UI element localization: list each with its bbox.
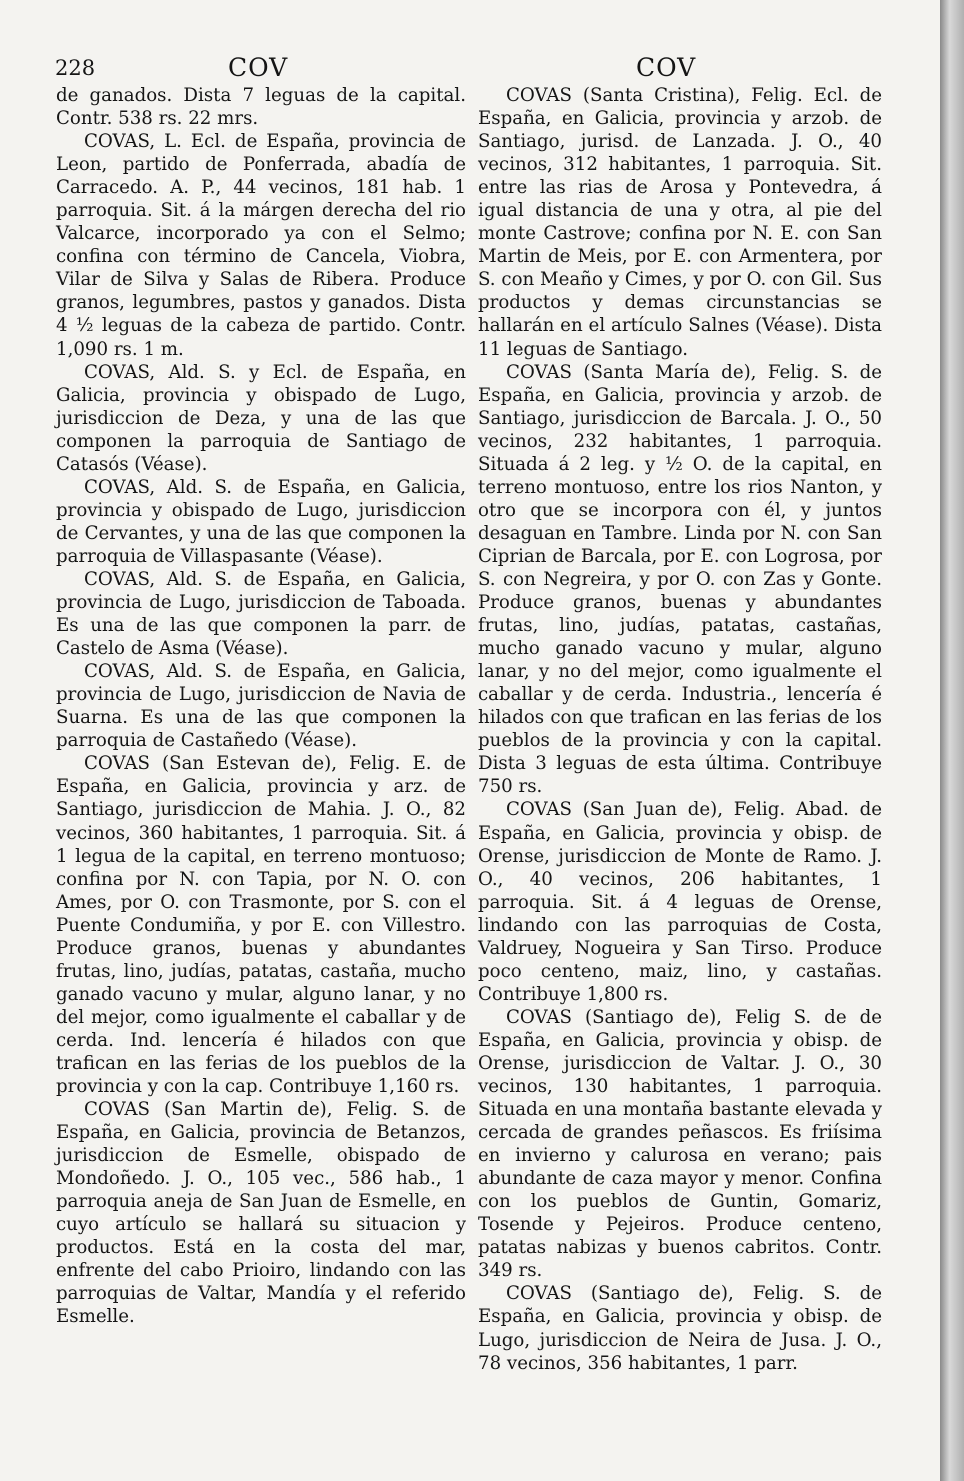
- entry-covas-santa-maria: COVAS (Santa María de), Felig. S. de España, en Galicia, provincia y arzob. de Santiago, jurisdiccion de Barcala. J. O., 50 vecinos, 232 habitantes, 1 parroquia. Situada á 2 leg. y ½ O. de la capital, en terreno montuoso, entre los rios Nanton, y otro que se incorpora con él, y juntos desaguan en Tambre. Linda por N. con San Ciprian de Barcala, por E. con Logrosa, por S. con Negreira, y por O. con Zas y Gonte. Produce granos, buenas y abundantes frutas, lino, judías, patatas, castañas, mucho ganado vacuno y mular, alguno lanar, y no del mejor, como igualmente el caballar y de cerda. Industria., lencería é hilados con que trafican en las ferias de los pueblos de la provincia y con la capital. Dista 3 leguas de esta última. Contribuye 750 rs.: [478, 361, 882, 798]
- entry-covas-san-juan: COVAS (San Juan de), Felig. Abad. de España, en Galicia, provincia y obisp. de Orense, jurisdiccion de Monte de Ramo. J. O., 40 vecinos, 206 habitantes, 1 parroquia. Sit. á 4 leguas de Orense, lindando con las parroquias de Costa, Valdruey, Nogueira y San Tirso. Produce poco centeno, maiz, lino, y castañas. Contribuye 1,800 rs.: [478, 799, 882, 1005]
- entry-covas-navia: COVAS, Ald. S. de España, en Galicia, provincia de Lugo, jurisdiccion de Navia de Suarna. Es una de las que componen la parroquia de Castañedo (Véase).: [56, 661, 466, 752]
- entry-continuation: de ganados. Dista 7 leguas de la capital. Contr. 538 rs. 22 mrs.: [56, 85, 466, 130]
- entry-covas-leon: COVAS, L. Ecl. de España, provincia de Leon, partido de Ponferrada, abadía de Carracedo. A. P., 44 vecinos, 181 hab. 1 parroquia. Sit. á la márgen derecha del rio Valcarce, incorporado ya con el Selmo; confina con término de Cancela, Viobra, Vilar de Silva y Salas de Ribera. Produce granos, legumbres, pastos y ganados. Dista 4 ½ leguas de la cabeza de partido. Contr. 1,090 rs. 1 m.: [56, 131, 466, 360]
- running-head-left: COV: [228, 53, 289, 82]
- entry-covas-santiago-orense: COVAS (Santiago de), Felig S. de de España, en Galicia, provincia y obisp. de Orense, jurisdiccion de Valtar. J. O., 30 vecinos, 130 habitantes, 1 parroquia. Situada en una montaña bastante elevada y cercada de grandes peñascos. Es friísima en invierno y calurosa en verano; pais abundante de caza mayor y menor. Confina con los pueblos de Guntin, Gomariz, Tosende y Pejeiros. Produce centeno, patatas nabizas y buenos cabritos. Contr. 349 rs.: [478, 1006, 882, 1282]
- running-head-right: COV: [636, 53, 697, 82]
- entry-covas-taboada: COVAS, Ald. S. de España, en Galicia, provincia de Lugo, jurisdiccion de Taboada. Es una de las que componen la parr. de Castelo de Asma (Véase).: [56, 568, 466, 660]
- entry-covas-cervantes: COVAS, Ald. S. de España, en Galicia, provincia y obispado de Lugo, jurisdiccion de Cervantes, y una de las que componen la parroquia de Villaspasante (Véase).: [56, 476, 466, 567]
- entry-covas-santiago-lugo: COVAS (Santiago de), Felig. S. de España, en Galicia, provincia y obisp. de Lugo, jurisdiccion de Neira de Jusa. J. O., 78 vecinos, 356 habitantes, 1 parr.: [478, 1283, 882, 1374]
- page-header: [0, 50, 940, 86]
- left-column: [56, 84, 466, 1329]
- right-column: [478, 84, 882, 1375]
- entry-covas-santa-cristina: COVAS (Santa Cristina), Felig. Ecl. de España, en Galicia, provincia y arzob. de Santiago, jurisd. de Lanzada. J. O., 40 vecinos, 312 habitantes, 1 parroquia. Sit. entre las rias de Arosa y Pontevedra, á igual distancia de una y otra, al pie del monte Castrove; confina por N. E. con San Martin de Meis, por E. con Armentera, por S. con Meaño y Cimes, y por O. con Gil. Sus productos y demas circunstancias se hallarán en el artículo Salnes (Véase). Dista 11 leguas de Santiago.: [478, 85, 882, 360]
- entry-covas-san-estevan: COVAS (San Estevan de), Felig. E. de España, en Galicia, provincia y arz. de Santiago, jurisdiccion de Mahia. J. O., 82 vecinos, 360 habitantes, 1 parroquia. Sit. á 1 legua de la capital, en terreno montuoso; confina por N. con Tapia, por N. O. con Ames, por O. con Trasmonte, por S. con el Puente Condumiña, y por E. con Villestro. Produce granos, buenas y abundantes frutas, lino, judías, patatas, castaña, mucho ganado vacuno y mular, alguno lanar, y no del mejor, como igualmente el caballar y de cerda. Ind. lencería é hilados con que trafican en las ferias de los pueblos de la provincia y con la cap. Contribuye 1,160 rs.: [56, 753, 466, 1098]
- page-edge: [940, 0, 964, 1481]
- page-number: 228: [55, 56, 96, 80]
- entry-covas-deza: COVAS, Ald. S. y Ecl. de España, en Galicia, provincia y obispado de Lugo, jurisdiccion de Deza, y una de las que componen la parroquia de Santiago de Catasós (Véase).: [56, 361, 466, 475]
- entry-covas-san-martin: COVAS (San Martin de), Felig. S. de España, en Galicia, provincia de Betanzos, jurisdiccion de Esmelle, obispado de Mondoñedo. J. O., 105 vec., 586 hab., 1 parroquia aneja de San Juan de Esmelle, en cuyo artículo se hallará su situacion y productos. Está en la costa del mar, enfrente del cabo Prioiro, lindando con las parroquias de Valtar, Mandía y el referido Esmelle.: [56, 1099, 466, 1328]
